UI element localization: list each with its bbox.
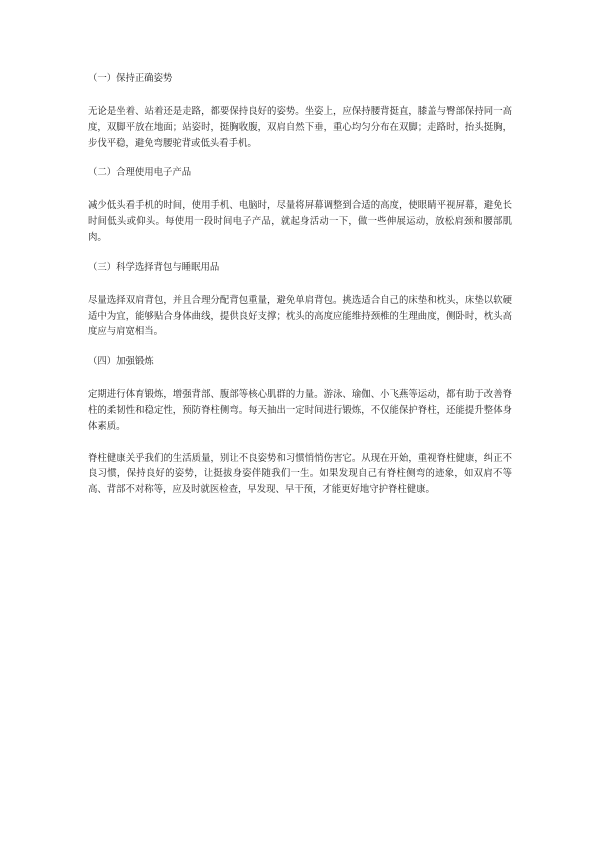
section-body-exercise: 定期进行体育锻炼，增强背部、腹部等核心肌群的力量。游泳、瑜伽、小飞燕等运动，都有助于改善脊柱的柔韧性和稳定性，预防脊柱侧弯。每天抽出一定时间进行锻炼，不仅能保护脊柱，还能提升整体身体素质。 bbox=[88, 389, 512, 432]
section-body-backpack-bedding: 尽量选择双肩背包，并且合理分配背包重量，避免单肩背包。挑选适合自己的床垫和枕头，床垫以软硬适中为宜，能够贴合身体曲线，提供良好支撑；枕头的高度应能维持颈椎的生理曲度，侧卧时，枕头高度应与肩宽相当。 bbox=[88, 294, 512, 338]
section-heading-electronics: （二）合理使用电子产品 bbox=[88, 167, 192, 179]
closing-paragraph: 脊柱健康关乎我们的生活质量，别让不良姿势和习惯悄悄伤害它。从现在开始，重视脊柱健康，纠正不良习惯，保持良好的姿势，让挺拔身姿伴随我们一生。如果发现自己有脊柱侧弯的迹象，如双肩不等高、背部不对称等，应及时就医检查，早发现、早干预，才能更好地守护脊柱健康。 bbox=[88, 452, 512, 496]
section-heading-posture: （一）保持正确姿势 bbox=[88, 73, 173, 84]
section-heading-exercise: （四）加强锻炼 bbox=[88, 356, 154, 368]
section-heading-backpack-bedding: （三）科学选择背包与睡眠用品 bbox=[88, 261, 220, 273]
section-body-posture: 无论是坐着、站着还是走路，都要保持良好的姿势。坐姿上，应保持腰背挺直，膝盖与臀部保持同一高度，双脚平放在地面；站姿时，挺胸收腹，双肩自然下垂，重心均匀分布在双脚；走路时，抬头挺胸，步伐平稳，避免弯腰驼背或低头看手机。 bbox=[88, 106, 512, 149]
section-body-electronics: 减少低头看手机的时间，使用手机、电脑时，尽量将屏幕调整到合适的高度，使眼睛平视屏幕，避免长时间低头或仰头。每使用一段时间电子产品，就起身活动一下，做一些伸展运动，放松肩颈和腰部肌肉。 bbox=[88, 200, 512, 243]
document-page bbox=[88, 72, 512, 513]
